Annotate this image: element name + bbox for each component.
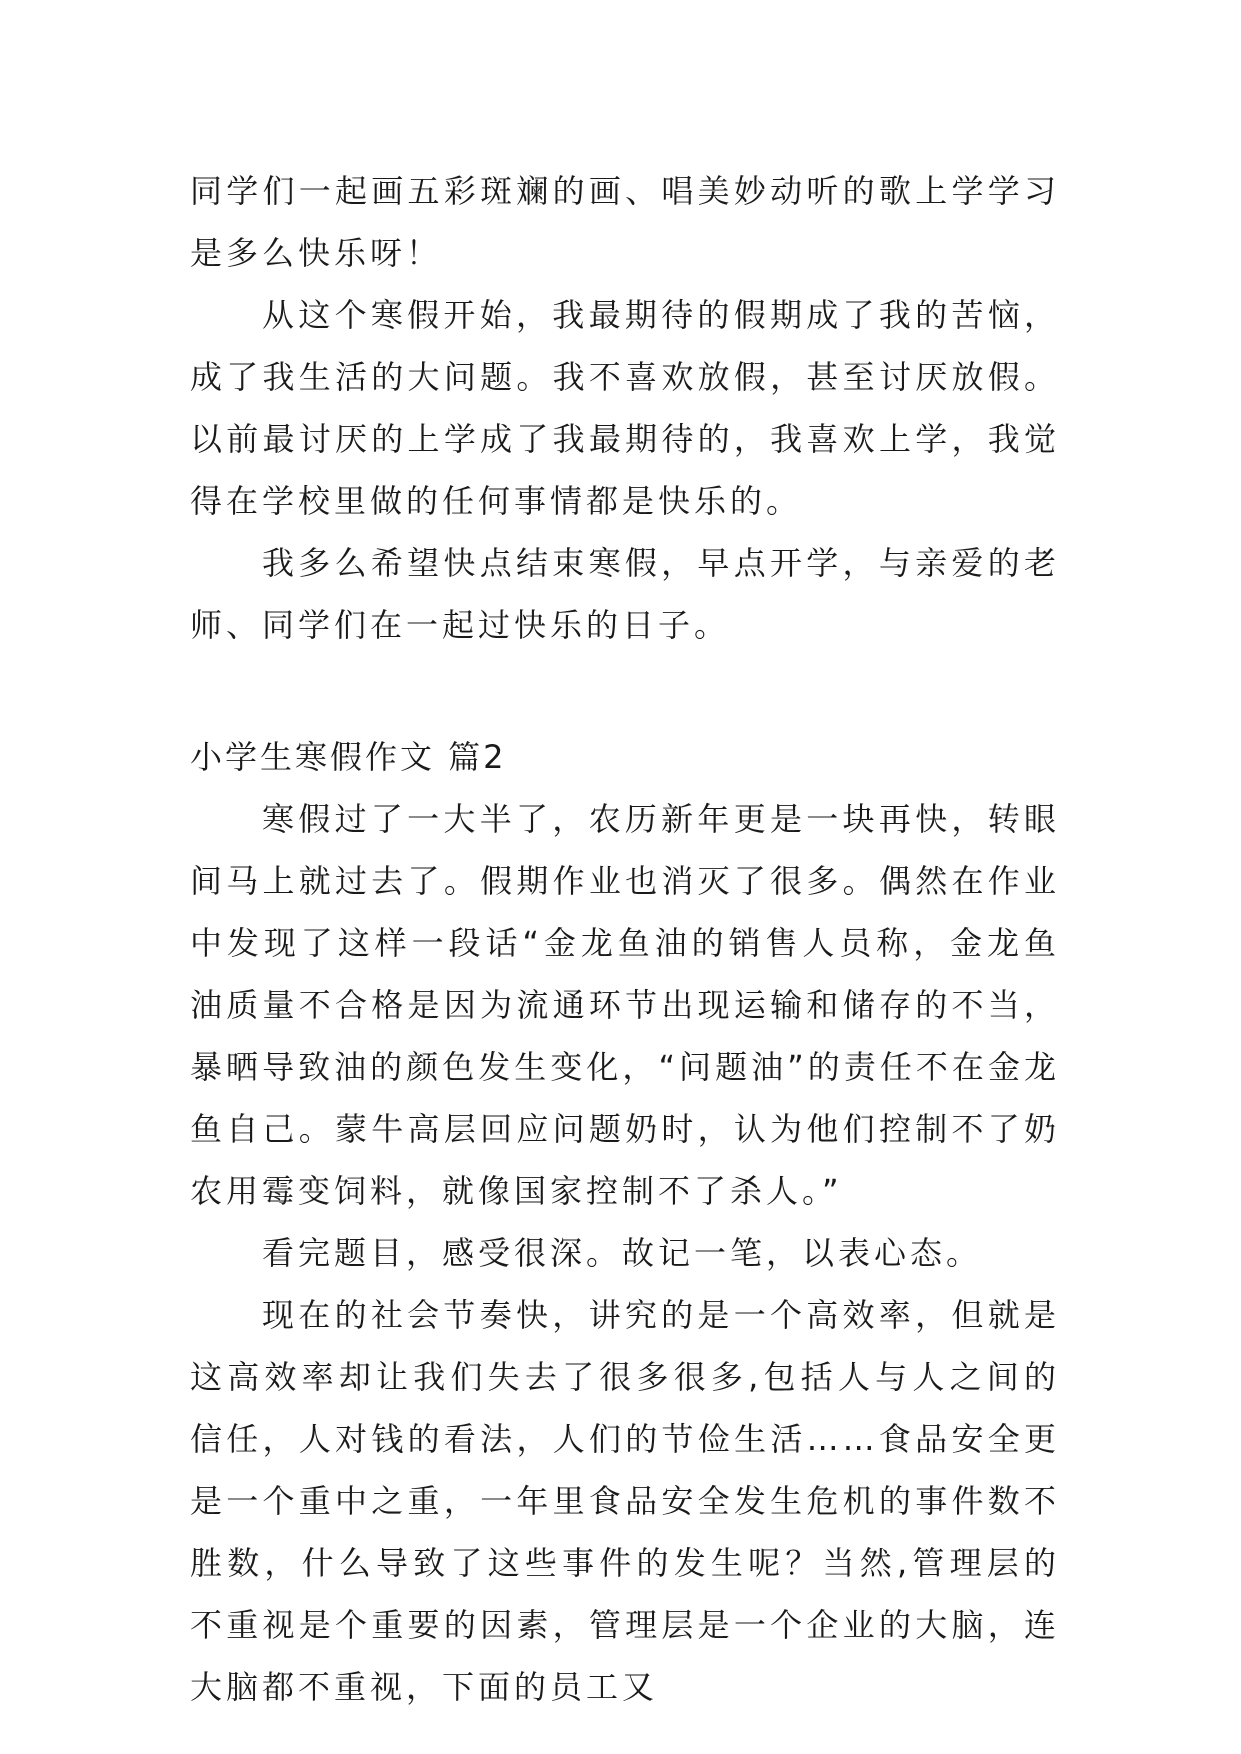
- section-paragraph-2: 看完题目，感受很深。故记一笔，以表心态。: [262, 1234, 983, 1272]
- paragraph-1: 同学们一起画五彩斑斓的画、唱美妙动听的歌上学学习是多么快乐呀！: [190, 172, 1060, 272]
- paragraph-2: 从这个寒假开始，我最期待的假期成了我的苦恼，成了我生活的大问题。我不喜欢放假，甚至讨厌放假。以前最讨厌的上学成了我最期待的，我喜欢上学，我觉得在学校里做的任何事情都是快乐的。: [190, 296, 1060, 520]
- section-heading: 小学生寒假作文 篇2: [190, 738, 507, 776]
- section-paragraph-3: 现在的社会节奏快，讲究的是一个高效率，但就是这高效率却让我们失去了很多很多,包括人与人之间的信任，人对钱的看法，人们的节俭生活……食品安全更是一个重中之重，一年里食品安全发生危机的事件数不胜数，什么导致了这些事件的发生呢？当然,管理层的不重视是个重要的因素，管理层是一个企业的大脑，连大脑都不重视，下面的员工又: [190, 1296, 1060, 1706]
- paragraph-3: 我多么希望快点结束寒假，早点开学，与亲爱的老师、同学们在一起过快乐的日子。: [190, 544, 1060, 644]
- section-paragraph-1: 寒假过了一大半了，农历新年更是一块再快，转眼间马上就过去了。假期作业也消灭了很多。偶然在作业中发现了这样一段话“金龙鱼油的销售人员称，金龙鱼油质量不合格是因为流通环节出现运输和储存的不当，暴晒导致油的颜色发生变化，“问题油”的责任不在金龙鱼自己。蒙牛高层回应问题奶时，认为他们控制不了奶农用霉变饲料，就像国家控制不了杀人。”: [190, 800, 1060, 1210]
- document-body: [190, 160, 1060, 1718]
